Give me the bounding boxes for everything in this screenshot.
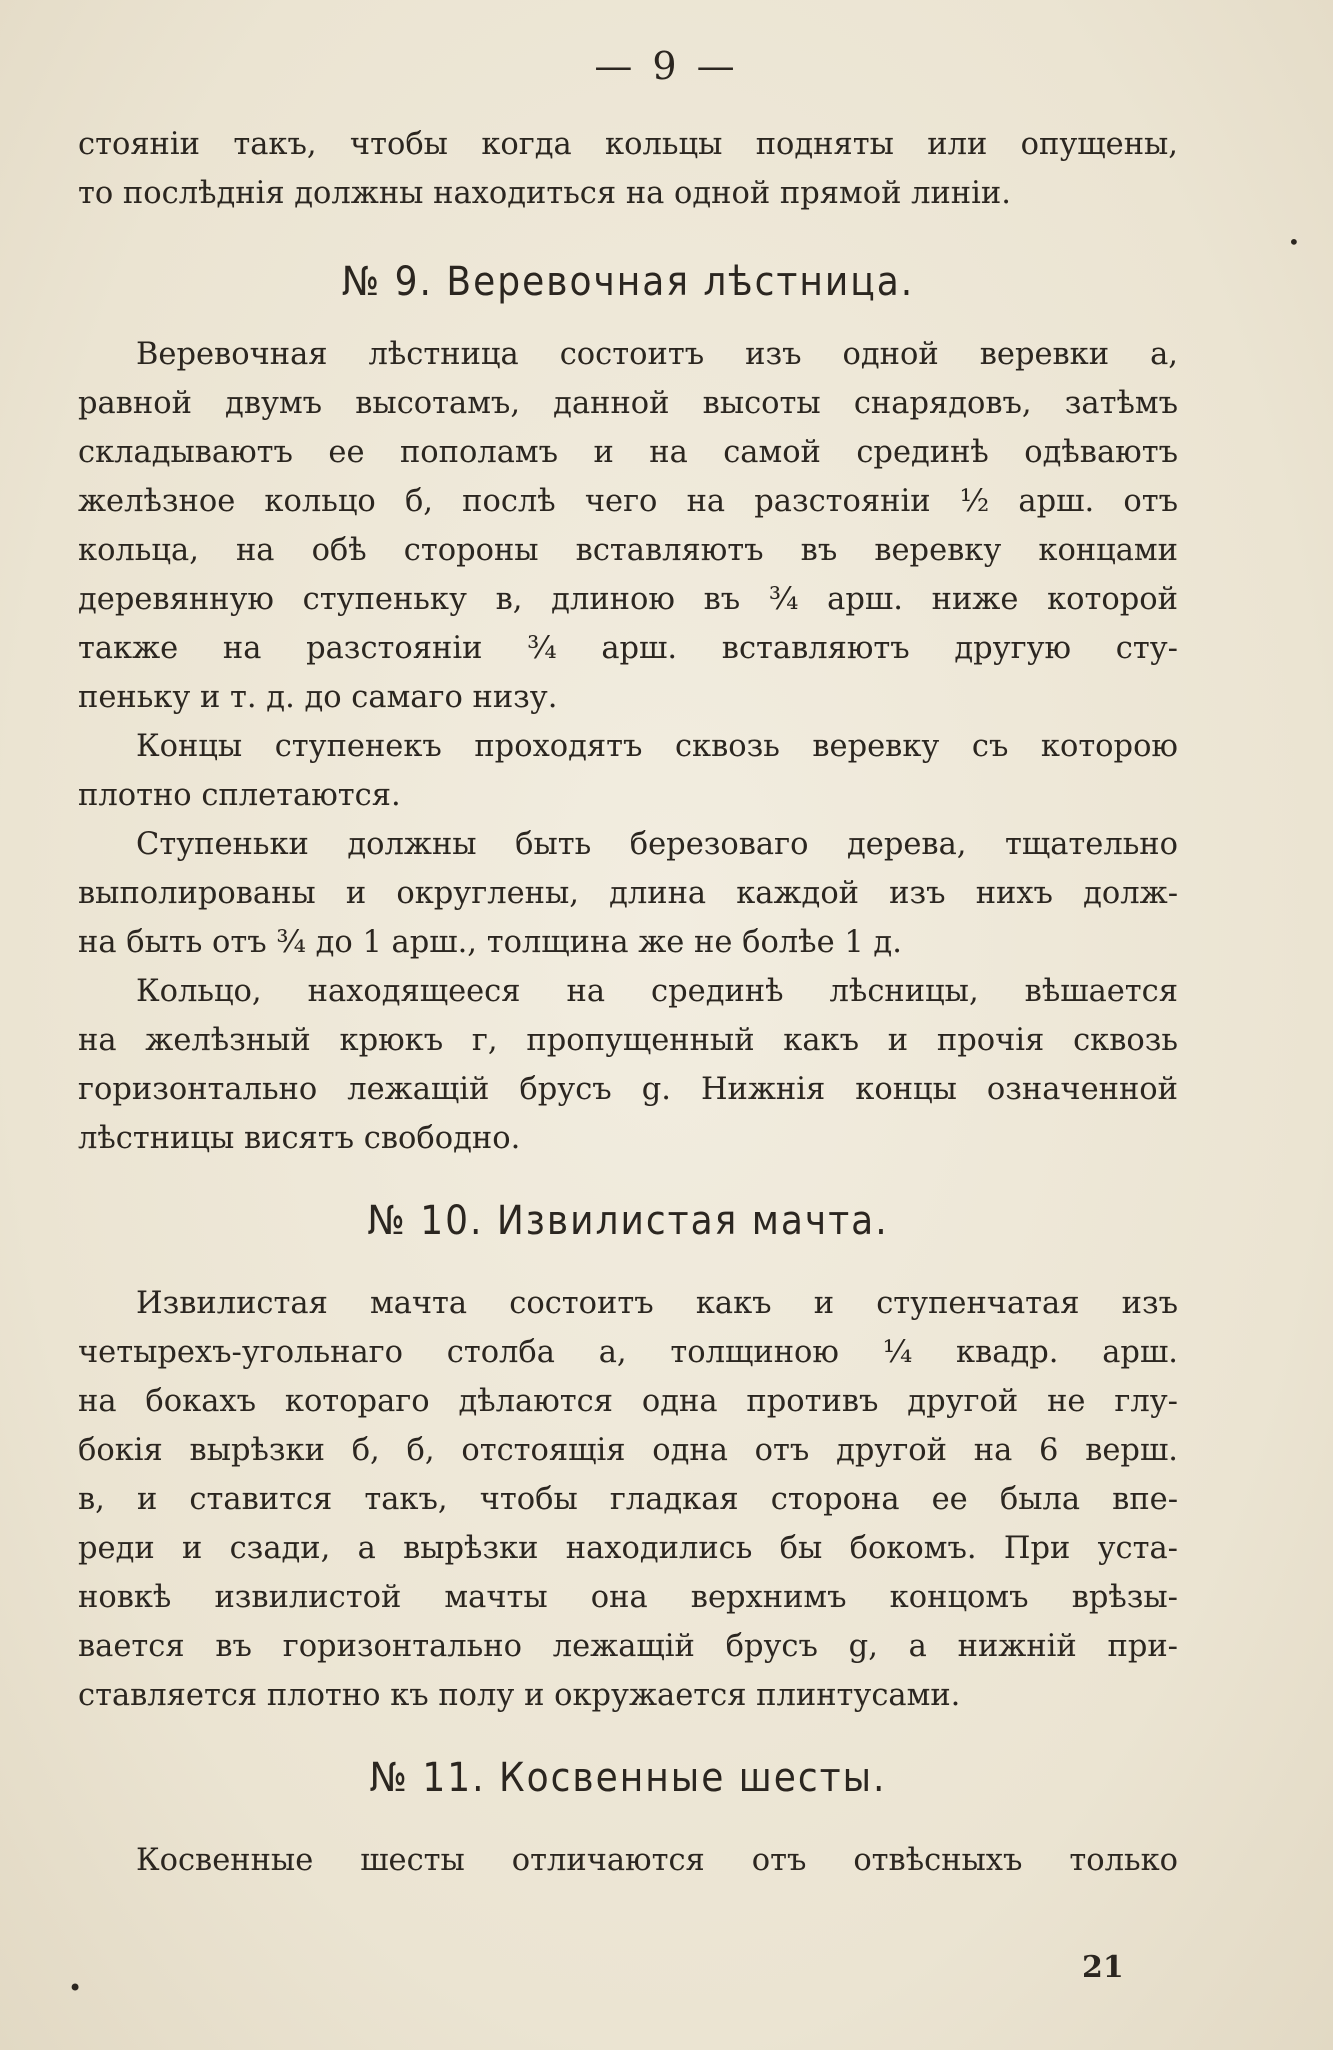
- text-line: реди и сзади, а вырѣзки находились бы бокомъ. При уста-: [78, 1531, 1178, 1566]
- text-line: четырехъ-угольнаго столба а, толщиною ¼ квадр. арш.: [78, 1335, 1178, 1370]
- text-line: стояніи такъ, чтобы когда кольцы подняты или опущены,: [78, 127, 1178, 162]
- text-line: новкѣ извилистой мачты она верхнимъ концомъ врѣзы-: [78, 1580, 1178, 1615]
- section-heading: № 10. Извилистая мачта.: [367, 1198, 889, 1244]
- text-line: Концы ступенекъ проходятъ сквозь веревку съ которою: [136, 729, 1178, 764]
- text-line: то послѣднія должны находиться на одной прямой линіи.: [78, 176, 1011, 211]
- text-line: на быть отъ ¾ до 1 арш., толщина же не болѣе 1 д.: [78, 925, 902, 960]
- text-line: кольца, на обѣ стороны вставляютъ въ веревку концами: [78, 533, 1178, 568]
- section-heading: № 11. Косвенные шесты.: [369, 1755, 887, 1801]
- text-line: Ступеньки должны быть березоваго дерева, тщательно: [136, 827, 1178, 862]
- text-line: желѣзное кольцо б, послѣ чего на разстояніи ½ арш. отъ: [78, 484, 1178, 519]
- text-line: плотно сплетаются.: [78, 778, 401, 813]
- text-line: также на разстояніи ¾ арш. вставляютъ другую сту-: [78, 631, 1178, 666]
- text-line: бокія вырѣзки б, б, отстоящія одна отъ другой на 6 верш.: [78, 1433, 1178, 1468]
- text-line: на желѣзный крюкъ г, пропущенный какъ и прочія сквозь: [78, 1023, 1178, 1058]
- speck-mark: •: [1288, 230, 1300, 254]
- text-line: Веревочная лѣстница состоитъ изъ одной веревки а,: [136, 337, 1178, 372]
- page-body: [78, 120, 1178, 1885]
- page-number: — 9 —: [594, 44, 739, 88]
- speck-mark-footer: •: [68, 1974, 83, 2002]
- section-heading: № 9. Веревочная лѣстница.: [341, 259, 915, 305]
- sheet-number: 21: [1082, 1950, 1124, 1985]
- text-line: выполированы и округлены, длина каждой изъ нихъ долж-: [78, 876, 1178, 911]
- text-line: на бокахъ котораго дѣлаются одна противъ другой не глу-: [78, 1384, 1178, 1419]
- text-line: Извилистая мачта состоитъ какъ и ступенчатая изъ: [136, 1286, 1178, 1321]
- text-line: Косвенные шесты отличаются отъ отвѣсныхъ только: [136, 1843, 1178, 1878]
- text-line: деревянную ступеньку в, длиною въ ¾ арш. ниже которой: [78, 582, 1178, 617]
- text-line: лѣстницы висятъ свободно.: [78, 1121, 521, 1156]
- text-line: равной двумъ высотамъ, данной высоты снарядовъ, затѣмъ: [78, 386, 1178, 421]
- text-line: ставляется плотно къ полу и окружается плинтусами.: [78, 1678, 961, 1713]
- text-line: складываютъ ее пополамъ и на самой срединѣ одѣваютъ: [78, 435, 1178, 470]
- text-line: в, и ставится такъ, чтобы гладкая сторона ее была впе-: [78, 1482, 1178, 1517]
- text-line: горизонтально лежащій брусъ g. Нижнія концы означенной: [78, 1072, 1178, 1107]
- text-line: Кольцо, находящееся на срединѣ лѣсницы, вѣшается: [136, 974, 1178, 1009]
- text-line: пеньку и т. д. до самаго низу.: [78, 680, 558, 715]
- text-line: вается въ горизонтально лежащій брусъ g, а нижній при-: [78, 1629, 1178, 1664]
